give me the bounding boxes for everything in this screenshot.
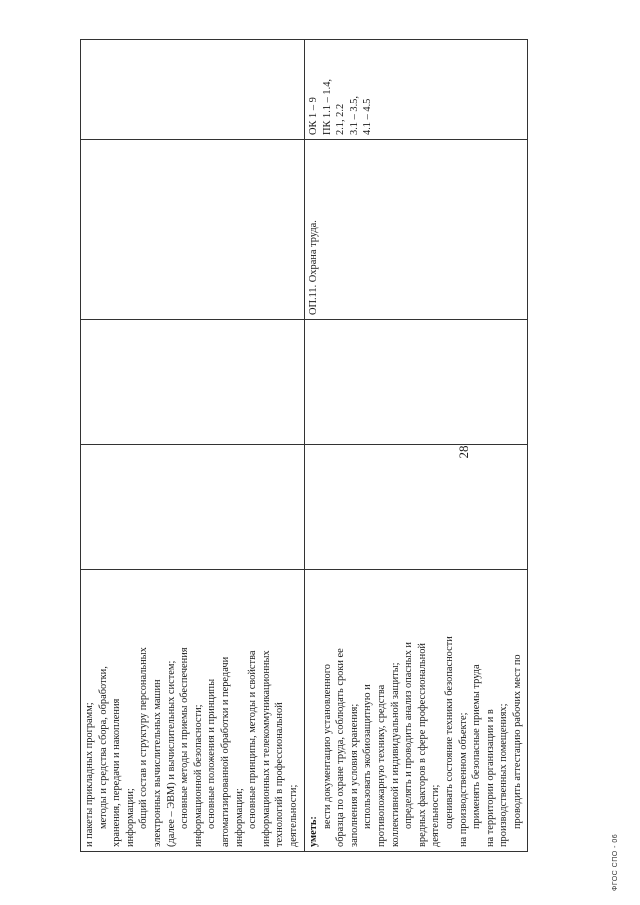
- knowledge-line: (далее – ЭВМ) и вычислительных систем;: [165, 660, 177, 847]
- knowledge-line: методы и средства сбора, обработки,: [97, 666, 109, 829]
- knowledge-line: и пакеты прикладных программ;: [84, 702, 95, 847]
- knowledge-line: информации;: [124, 788, 136, 847]
- empty-cell: [81, 320, 305, 445]
- skills-line: заполнения и условия хранения;: [348, 703, 360, 847]
- skills-line: производственных помещениях;: [498, 703, 510, 847]
- knowledge-line: технологий в профессиональной: [274, 702, 286, 847]
- standard-table: [80, 39, 528, 852]
- competency-code: 3.1 – 3.5,: [348, 96, 360, 135]
- skills-line: определять и проводить анализ опасных и: [403, 642, 415, 829]
- competency-code: 4.1 – 4.5: [362, 98, 374, 135]
- footer-code: ФГОС СПО - 06: [612, 833, 619, 891]
- skills-line: вредных факторов в сфере профессиональной: [416, 643, 428, 847]
- knowledge-line: основные принципы, методы и свойства: [247, 650, 259, 829]
- empty-cell: [81, 140, 305, 320]
- skills-line: проводить аттестацию рабочих мест по: [511, 654, 523, 829]
- page-number: 28: [456, 445, 471, 459]
- discipline-cell: [305, 140, 528, 320]
- competency-code: ОК 1 – 9: [308, 97, 319, 135]
- skills-line: коллективной и индивидуальной защиты;: [389, 662, 401, 847]
- competency-code: ПК 1.1 – 1.4,: [321, 79, 333, 135]
- skills-line: противопожарную технику, средства: [375, 684, 387, 847]
- knowledge-line: информационных и телекоммуникационных: [260, 650, 272, 847]
- discipline-name: ОП.11. Охрана труда.: [308, 220, 319, 315]
- skills-line: использовать экобиозащитную и: [362, 684, 374, 829]
- knowledge-line: информации;: [233, 788, 245, 847]
- knowledge-line: автоматизированной обработки и передачи: [219, 656, 231, 847]
- knowledge-line: основные методы и приемы обеспечения: [179, 647, 191, 829]
- skills-line: образца по охране труда, соблюдать сроки ее: [335, 648, 347, 847]
- competencies-cell: [305, 40, 528, 140]
- empty-cell: [81, 445, 305, 570]
- knowledge-line: деятельности;: [287, 784, 299, 847]
- skills-line: вести документацию установленного: [321, 664, 333, 829]
- skills-heading: уметь:: [308, 816, 319, 847]
- skills-line: деятельности;: [430, 784, 442, 847]
- competency-code: 2.1, 2.2: [335, 103, 347, 135]
- skills-line: на производственном объекте;: [457, 712, 469, 847]
- empty-cell: [305, 320, 528, 445]
- skills-cell: [305, 570, 528, 852]
- knowledge-cell: [81, 570, 305, 852]
- table-row: [81, 40, 305, 852]
- skills-line: применять безопасные приемы труда: [471, 664, 483, 829]
- knowledge-line: информационной безопасности;: [192, 704, 204, 847]
- empty-cell: [305, 445, 528, 570]
- knowledge-line: основные положения и принципы: [206, 678, 218, 829]
- skills-line: на территории организации и в: [484, 709, 496, 847]
- knowledge-line: электронных вычислительных машин: [151, 679, 163, 847]
- table-row: [305, 40, 528, 852]
- knowledge-line: хранения, передачи и накопления: [111, 698, 123, 847]
- empty-cell: [81, 40, 305, 140]
- knowledge-line: общий состав и структуру персональных: [138, 647, 150, 829]
- skills-line: оценивать состояние техники безопасности: [443, 636, 455, 829]
